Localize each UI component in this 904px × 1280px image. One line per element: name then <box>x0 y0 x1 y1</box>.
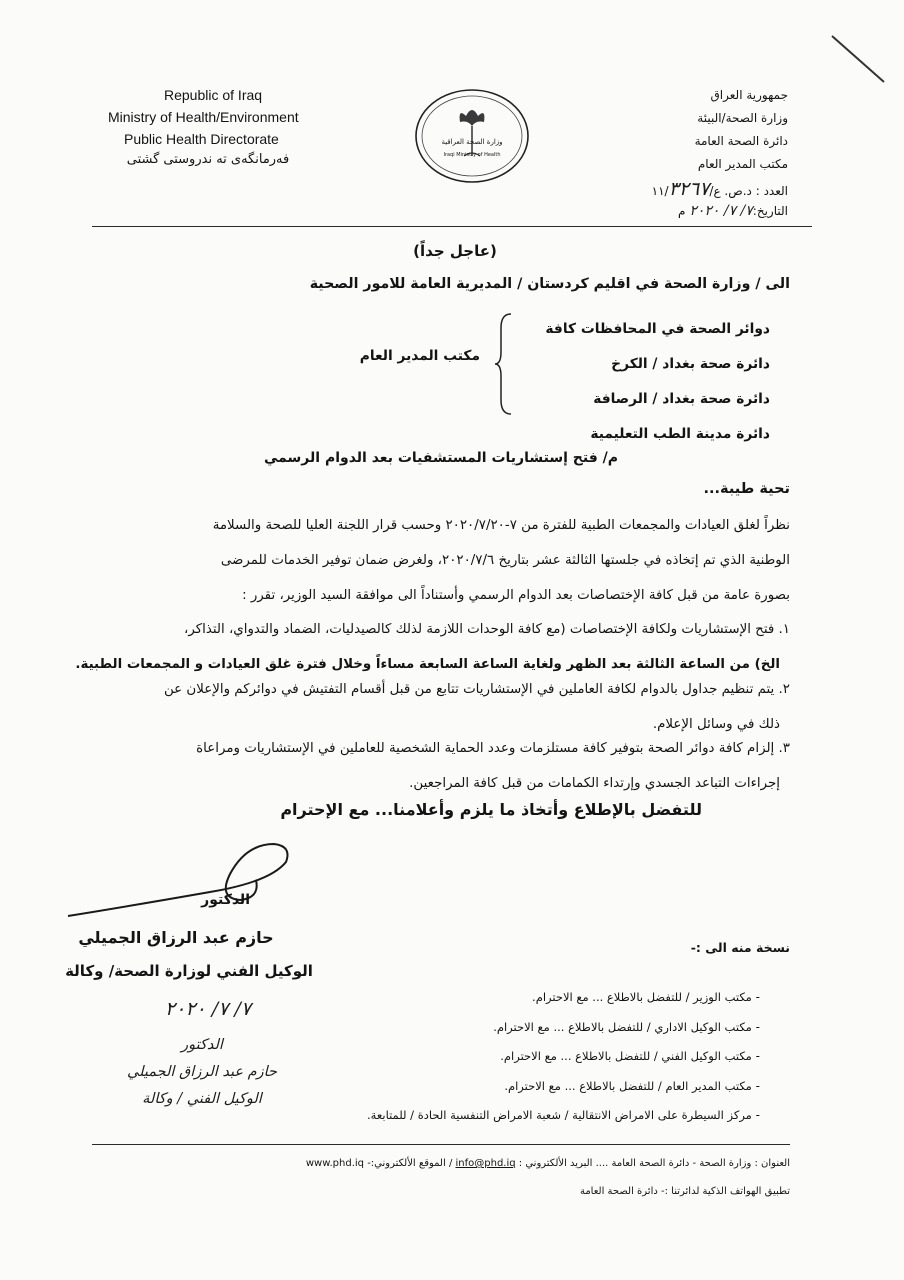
copies-list <box>312 982 760 1130</box>
header-ar-line-1: جمهورية العراق <box>710 88 788 102</box>
intro-line: الوطنية الذي تم إتخاذه في جلستها الثالثة عشر بتاريخ ٢٠٢٠/٧/٦، ولغرض ضمان توفير الخدمات للمرضى <box>220 553 790 568</box>
header-divider <box>92 226 812 227</box>
footer-email[interactable]: info@phd.iq <box>455 1158 516 1169</box>
letter-date-handwritten: ٧/ ٧/ ٢٠٢٠ <box>689 203 753 219</box>
decision-item-line: الخ) من الساعة الثالثة بعد الظهر ولغاية الساعة السابعة مساءاً وخلال فترة غلق العيادات و المجمعات الطبية. <box>75 657 780 672</box>
header-english <box>108 84 338 150</box>
signatory-title: الدكتور <box>201 892 250 908</box>
decision-item-text: فتح الإستشاريات ولكافة الإختصاصات (مع كافة الوحدات اللازمة لذلك كالصيدليات، الضماد والتدواي، التذاكر، <box>184 622 775 637</box>
decision-item-line: إجراءات التباعد الجسدي وإرتداء الكمامات من قبل كافة المراجعين. <box>409 776 780 791</box>
decision-item-line <box>92 672 790 707</box>
signatory-position: الوكيل الفني لوزارة الصحة/ وكالة <box>65 962 313 980</box>
header-ar-line-4: مكتب المدير العام <box>697 157 788 171</box>
header-en-line-3: Public Health Directorate <box>124 131 279 147</box>
intro-paragraph <box>92 508 790 613</box>
footer-website[interactable]: www.phd.iq <box>305 1158 365 1169</box>
header-arabic <box>660 84 788 176</box>
decision-item-number: ١. <box>778 622 790 637</box>
recipient-list <box>520 312 770 452</box>
decision-item-number: ٣. <box>778 741 790 756</box>
stamp-line: حازم عبد الرزاق الجميلي <box>126 1064 277 1080</box>
addressee-line: الى / وزارة الصحة في اقليم كردستان / المديرية العامة للامور الصحية <box>309 276 790 292</box>
recipient-1: دوائر الصحة في المحافظات كافة <box>545 321 770 337</box>
header-ar-line-3: دائرة الصحة العامة <box>694 134 788 148</box>
copies-list-item: - مكتب الوكيل الاداري / للتفضل بالاطلاع ... مع الاحترام. <box>493 1019 760 1034</box>
intro-line: نظراً لغلق العيادات والمجمعات الطبية للفترة من ٧-٢٠٢٠/٧/٢٠ وحسب قرار اللجنة العليا للصحة والسلامة <box>212 518 790 533</box>
logo-text: وزارة الصحة العراقية <box>441 138 503 146</box>
footer-address <box>228 1158 790 1169</box>
recipient-4: دائرة مدينة الطب التعليمية <box>590 426 770 442</box>
header-kurdish: فەرمانگەی تە ندروستی گشتی <box>126 152 290 167</box>
recipient-2: دائرة صحة بغداد / الكرخ <box>611 356 770 372</box>
stamp-line: الدكتور <box>181 1037 223 1053</box>
signature-scribble <box>60 836 300 926</box>
decision-item-line <box>92 612 790 647</box>
footer-divider <box>92 1144 790 1145</box>
ministry-logo <box>412 86 532 186</box>
header-ar-line-2: وزارة الصحة/البيئة <box>697 111 788 125</box>
signatory-name: حازم عبد الرزاق الجميلي <box>78 928 274 947</box>
closing-line: للتفضل بالإطلاع وأتخاذ ما يلزم وأعلامنا... مع الإحترام <box>280 800 702 819</box>
footer-website-label: / الموقع الألكتروني:- <box>364 1158 456 1169</box>
copies-list-item: - مركز السيطرة على الامراض الانتقالية / شعبة الامراض التنفسية الحادة / للمتابعة. <box>367 1108 760 1122</box>
subject-line: م/ فتح إستشاريات المستشفيات بعد الدوام الرسمي <box>263 450 618 466</box>
reference-number-label: العدد : د.ص. ع/١١/ <box>651 184 788 198</box>
letter-date-label: التاريخ: <box>752 204 788 218</box>
header-en-line-1: Republic of Iraq <box>164 87 263 103</box>
letter-date-suffix: م <box>678 204 686 218</box>
copies-heading: نسخة منه الى :- <box>690 940 790 955</box>
intro-line: بصورة عامة من قبل كافة الإختصاصات بعد الدوام الرسمي وأستناداً الى موافقة السيد الوزير، تقرر : <box>242 588 790 603</box>
pen-stroke-mark <box>828 30 888 90</box>
gm-office-label: مكتب المدير العام <box>359 348 480 364</box>
copies-list-item: - مكتب الوكيل الفني / للتفضل بالاطلاع ... مع الاحترام. <box>500 1049 760 1063</box>
recipient-3: دائرة صحة بغداد / الرصافة <box>593 391 770 407</box>
letter-date <box>600 203 788 219</box>
copies-list-item: - مكتب المدير العام / للتفضل بالاطلاع ... مع الاحترام. <box>504 1078 760 1093</box>
signature-stamp <box>92 1032 312 1113</box>
header-en-line-2: Ministry of Health/Environment <box>108 109 299 125</box>
copies-list-item: - مكتب الوزير / للتفضل بالاطلاع ... مع الاحترام. <box>532 990 760 1004</box>
urgent-label: (عاجل جداً) <box>413 242 497 260</box>
decision-item <box>92 731 790 801</box>
footer-app-line: تطبيق الهواتف الذكية لدائرتنا :- دائرة الصحة العامة <box>579 1186 790 1197</box>
decision-item-line <box>92 731 790 766</box>
stamp-line: الوكيل الفني / وكالة <box>142 1091 262 1107</box>
greeting: تحية طيبة... <box>703 481 790 497</box>
reference-number <box>600 178 788 200</box>
footer-address-text: العنوان : وزارة الصحة - دائرة الصحة العامة .... البريد الألكتروني : <box>515 1158 790 1169</box>
decision-item-line: ذلك في وسائل الإعلام. <box>652 717 780 732</box>
recipient-brace <box>493 312 519 416</box>
signature-handwritten-date: ٧/ ٧/ ٢٠٢٠ <box>164 998 252 1020</box>
logo-subtext: Iraqi Ministry of Health <box>443 152 501 158</box>
decision-item-number: ٢. <box>778 682 790 697</box>
decision-item-text: إلزام كافة دوائر الصحة بتوفير كافة مستلزمات وعدد الحماية الشخصية للعاملين في الإستشاريات ومراعاة <box>196 741 775 756</box>
decision-item-text: يتم تنظيم جداول بالدوام لكافة العاملين في الإستشاريات تتابع من قبل أقسام التفتيش في دوائركم والإعلان عن <box>163 682 775 697</box>
reference-number-handwritten: ٣٢٦٧ <box>668 178 710 200</box>
